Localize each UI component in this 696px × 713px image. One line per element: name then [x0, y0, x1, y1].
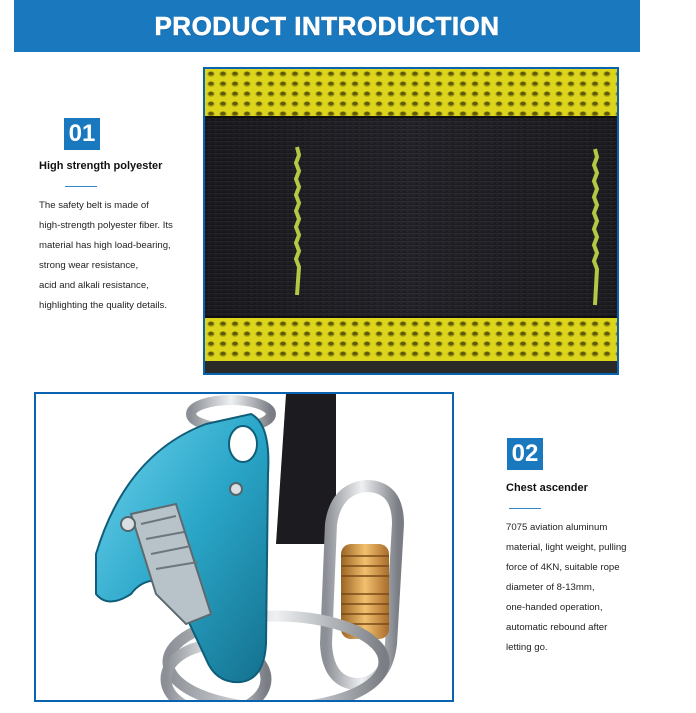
description-line: material, light weight, pulling: [506, 542, 627, 553]
section-number-badge: 02: [507, 438, 543, 470]
ascender-image: [36, 394, 452, 700]
description-line: force of 4KN, suitable rope: [506, 562, 620, 573]
ascender-photo: [34, 392, 454, 702]
webbing-image: [205, 69, 617, 373]
title-underline: [65, 186, 97, 187]
description-line: automatic rebound after: [506, 622, 608, 633]
description-line: material has high load-bearing,: [39, 240, 171, 251]
section-title: High strength polyester: [39, 160, 163, 172]
header-banner: [14, 0, 640, 52]
section-description: [506, 518, 627, 658]
section-number-badge: 01: [64, 118, 100, 150]
description-line: strong wear resistance,: [39, 260, 139, 271]
description-line: high-strength polyester fiber. Its: [39, 220, 173, 231]
description-line: acid and alkali resistance,: [39, 280, 149, 291]
description-line: The safety belt is made of: [39, 200, 149, 211]
description-line: diameter of 8-13mm,: [506, 582, 595, 593]
section-title: Chest ascender: [506, 482, 588, 494]
section-description: [39, 196, 173, 316]
title-underline: [509, 508, 541, 509]
description-line: letting go.: [506, 642, 548, 653]
page-title: PRODUCT INTRODUCTION: [154, 10, 500, 41]
description-line: 7075 aviation aluminum: [506, 522, 608, 533]
description-line: one-handed operation,: [506, 602, 603, 613]
webbing-photo: [203, 67, 619, 375]
description-line: highlighting the quality details.: [39, 300, 168, 311]
